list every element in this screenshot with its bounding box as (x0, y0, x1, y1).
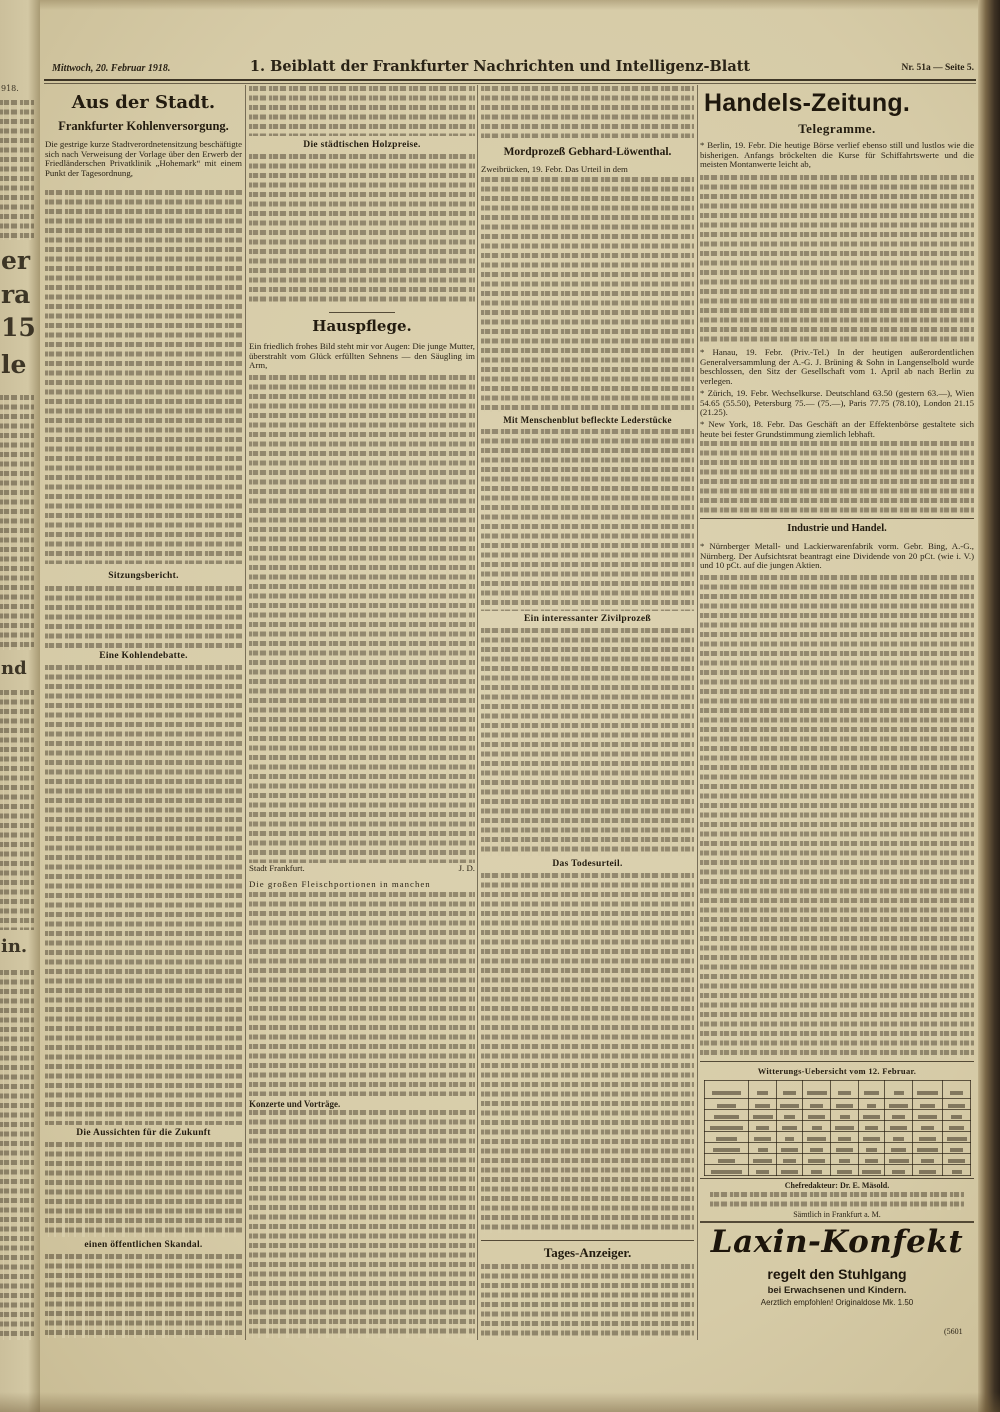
subheading: Die Aussichten für die Zukunft (76, 1128, 211, 1138)
weather-table-cell (831, 1143, 859, 1154)
weather-cell-print (713, 1148, 740, 1152)
subsection-title: Industrie und Handel. (787, 523, 887, 534)
masthead-title: 1. Beiblatt der Frankfurter Nachrichten und Intelligenz-Blatt (249, 58, 751, 75)
article-body-text (249, 892, 475, 1096)
article-separator (481, 1240, 694, 1241)
weather-cell-print (758, 1148, 768, 1152)
weather-table-cell (803, 1154, 831, 1165)
weather-table-cell (777, 1154, 803, 1165)
adjacent-page-fragment: 15 (1, 313, 36, 342)
weather-table-row (705, 1154, 971, 1165)
weather-table-cell (885, 1165, 913, 1176)
subheading: Mit Menschenblut befleckte Lederstücke (503, 415, 672, 425)
weather-cell-print (892, 1170, 905, 1174)
weather-table-cell (859, 1110, 885, 1121)
weather-cell-print (838, 1137, 852, 1141)
article-headline: Frankfurter Kohlenversorgung. (58, 119, 229, 133)
weather-cell-print (782, 1126, 797, 1130)
weather-table-cell (705, 1132, 749, 1143)
weather-table-cell (831, 1132, 859, 1143)
page-number: Nr. 51a — Seite 5. (901, 63, 974, 73)
column-2 (249, 0, 475, 1412)
weather-table-cell (777, 1143, 803, 1154)
weather-cell-print (807, 1091, 827, 1095)
weather-table-row (705, 1132, 971, 1143)
weather-table-cell (943, 1110, 971, 1121)
weather-cell-print (890, 1126, 908, 1130)
column-4 (700, 0, 974, 1412)
weather-table-cell (803, 1132, 831, 1143)
adjacent-page-fragment: er (1, 246, 31, 275)
weather-table-cell (705, 1110, 749, 1121)
weather-table-cell (913, 1143, 943, 1154)
article-body-text (45, 1142, 242, 1237)
weather-table-row (705, 1110, 971, 1121)
column-1 (45, 0, 242, 1412)
column-rule (477, 85, 478, 1340)
weather-table-cell (859, 1081, 885, 1099)
weather-table-cell (803, 1143, 831, 1154)
weather-table-cell (777, 1132, 803, 1143)
weather-table-cell (859, 1121, 885, 1132)
weather-cell-print (810, 1104, 823, 1108)
weather-cell-print (949, 1126, 964, 1130)
weather-cell-print (948, 1159, 964, 1163)
weather-cell-print (783, 1091, 797, 1095)
weather-table-cell (913, 1154, 943, 1165)
weather-table-cell (777, 1081, 803, 1099)
weather-cell-print (865, 1159, 879, 1163)
weather-cell-print (836, 1104, 852, 1108)
article-lead: Die großen Fleischportionen in manchen (249, 879, 431, 889)
article-body-text (481, 873, 694, 1233)
weather-cell-print (755, 1104, 770, 1108)
telegram-item: * Berlin, 19. Febr. Die heutige Börse verlief ebenso still und lustlos wie die bisherigen. Anfangs bröckelten die Kurse für Schiffahrtswerte und die meisten Montanwerte leicht ab, (700, 140, 974, 169)
weather-cell-print (754, 1137, 770, 1141)
adjacent-page-fragment: 918. (1, 84, 19, 93)
weather-cell-print (835, 1126, 854, 1130)
section-title: Aus der Stadt. (71, 92, 216, 113)
weather-cell-print (917, 1148, 939, 1152)
weather-cell-print (894, 1091, 904, 1095)
weather-table-cell (803, 1099, 831, 1110)
article-body-text (45, 190, 242, 564)
weather-cell-print (756, 1170, 770, 1174)
weather-table-cell (705, 1165, 749, 1176)
weather-table-cell (943, 1154, 971, 1165)
weather-cell-print (717, 1104, 735, 1108)
weather-table-cell (831, 1165, 859, 1176)
weather-table-cell (859, 1154, 885, 1165)
subheading: Eine Kohlendebatte. (99, 651, 188, 661)
weather-table-cell (777, 1165, 803, 1176)
article-headline: Hauspflege. (312, 317, 412, 335)
advertisement-audience: bei Erwachsenen und Kindern. (767, 1285, 907, 1296)
weather-table-cell (943, 1132, 971, 1143)
signature-place: Stadt Frankfurt. (249, 863, 305, 873)
weather-table-cell (859, 1099, 885, 1110)
weather-table-cell (943, 1165, 971, 1176)
weather-table-cell (749, 1110, 777, 1121)
weather-table-cell (885, 1110, 913, 1121)
weather-cell-print (757, 1091, 768, 1095)
article-body-text (700, 575, 974, 1058)
weather-table-cell (943, 1121, 971, 1132)
adjacent-page-fragment: le (1, 350, 27, 379)
article-separator (329, 312, 395, 313)
weather-table-cell (885, 1143, 913, 1154)
weather-table-cell (943, 1143, 971, 1154)
weather-cell-print (837, 1170, 852, 1174)
weather-cell-print (840, 1115, 850, 1119)
weather-table-cell (705, 1143, 749, 1154)
weather-cell-print (712, 1091, 741, 1095)
weather-cell-print (866, 1148, 876, 1152)
weather-cell-print (952, 1170, 962, 1174)
weather-cell-print (807, 1137, 826, 1141)
weather-cell-print (918, 1115, 937, 1119)
weather-table-cell (913, 1132, 943, 1143)
article-body-text (45, 665, 242, 1125)
weather-cell-print (919, 1137, 935, 1141)
weather-cell-print (838, 1091, 851, 1095)
weather-table-cell (705, 1121, 749, 1132)
advertisement-note: Aerztlich empfohlen! Originaldose Mk. 1.50 (760, 1298, 914, 1307)
adjacent-page-text (0, 690, 34, 930)
article-body-text (481, 1264, 694, 1338)
adjacent-page-text (0, 970, 34, 1340)
weather-cell-print (864, 1091, 879, 1095)
weather-table-cell (749, 1132, 777, 1143)
weather-cell-print (920, 1104, 935, 1108)
article-body-text (481, 628, 694, 856)
business-item: * Nürnberger Metall- und Lackierwarenfabrik vorm. Gebr. Bing, A.-G., Nürnberg. Der Aufsichtsrat beantragt eine Dividende von 20 pCt. (wie i. V.) und 10 pCt. auf die jungen Aktien. (700, 541, 974, 570)
adjacent-page-text (0, 395, 34, 650)
weather-table-cell (885, 1081, 913, 1099)
weather-cell-print (889, 1104, 908, 1108)
weather-cell-print (921, 1126, 933, 1130)
adjacent-page-text (0, 100, 34, 240)
telegram-item: * New York, 18. Febr. Das Geschäft an der Effektenbörse gestaltete sich heute bei fester Grundstimmung ziemlich lebhaft. (700, 419, 974, 439)
weather-cell-print (710, 1126, 743, 1130)
weather-cell-print (781, 1148, 798, 1152)
credits-location: Sämtlich in Frankfurt a. M. (793, 1210, 881, 1219)
article-body-text (45, 586, 242, 648)
weather-table-cell (749, 1081, 777, 1099)
weather-table-cell (913, 1165, 943, 1176)
weather-table-cell (831, 1110, 859, 1121)
weather-cell-print (784, 1115, 796, 1119)
weather-cell-print (839, 1159, 850, 1163)
subheading: einen öffentlichen Skandal. (84, 1240, 203, 1250)
weather-table-cell (885, 1132, 913, 1143)
article-body-text (700, 441, 974, 513)
article-body-text (249, 86, 475, 136)
weather-table-cell (831, 1154, 859, 1165)
weather-table-cell (913, 1121, 943, 1132)
column-rule (245, 85, 246, 1340)
weather-cell-print (951, 1115, 962, 1119)
article-lead: Ein friedlich frohes Bild steht mir vor Augen: Die junge Mutter, überstrahlt vom Glück erfüllten Sehnens — den Säugling im Arm, (249, 341, 475, 370)
section-title: Handels-Zeitung. (704, 89, 910, 117)
weather-table-cell (749, 1099, 777, 1110)
column-rule (697, 85, 698, 1340)
credits-editor: Chefredakteur: Dr. E. Mäsold. (784, 1181, 890, 1190)
weather-table-cell (831, 1099, 859, 1110)
weather-cell-print (756, 1126, 769, 1130)
weather-table-cell (705, 1081, 749, 1099)
signature-author: J. D. (458, 863, 475, 873)
weather-table-cell (749, 1143, 777, 1154)
weather-table-cell (885, 1154, 913, 1165)
weather-cell-print (836, 1148, 854, 1152)
weather-table-cell (803, 1110, 831, 1121)
article-body-text (249, 1110, 475, 1338)
weather-cell-print (808, 1115, 824, 1119)
adjacent-page-fragment: ra (1, 280, 31, 309)
weather-table-cell (803, 1081, 831, 1099)
weather-cell-print (781, 1170, 797, 1174)
weather-table-row (705, 1099, 971, 1110)
weather-table-cell (749, 1154, 777, 1165)
article-lead: Die gestrige kurze Stadtverordnetensitzung beschäftigte sich nach Verweisung der Vorlage über den Erwerb der Friedländerschen Privatklinik „Hohemark“ mit einem Punkt der Tagesordnung, (45, 139, 242, 178)
weather-cell-print (863, 1115, 880, 1119)
weather-table (704, 1080, 971, 1176)
weather-table-cell (705, 1154, 749, 1165)
weather-cell-print (867, 1104, 876, 1108)
article-body-text (700, 175, 974, 345)
adjacent-page-strip (0, 0, 40, 1412)
run-in-heading: Konzerte und Vorträge. (249, 1099, 341, 1109)
subheading: Das Todesurteil. (552, 859, 623, 869)
weather-table-cell (943, 1081, 971, 1099)
weather-cell-print (919, 1170, 937, 1174)
weather-cell-print (947, 1137, 967, 1141)
weather-table-cell (885, 1099, 913, 1110)
weather-table-cell (885, 1121, 913, 1132)
weather-table-cell (803, 1165, 831, 1176)
weather-table-header-row (705, 1081, 971, 1099)
weather-table-cell (803, 1121, 831, 1132)
column-3 (481, 0, 694, 1412)
weather-cell-print (808, 1159, 826, 1163)
issue-date: Mittwoch, 20. Februar 1918. (52, 63, 171, 74)
weather-table-cell (913, 1081, 943, 1099)
article-body-text (249, 154, 475, 306)
telegram-item: * Zürich, 19. Febr. Wechselkurse. Deutschland 63.50 (gestern 63.—), Wien 54.65 (55.50), Petersburg 75.— (75.—), Paris 77.75 (78.10), London 21.15 (21.25). (700, 388, 974, 417)
weather-cell-print (948, 1104, 966, 1108)
weather-cell-print (780, 1104, 798, 1108)
article-headline: Die städtischen Holzpreise. (303, 140, 421, 150)
article-lead: Zweibrücken, 19. Febr. Das Urteil in dem (481, 164, 628, 174)
weather-cell-print (711, 1170, 742, 1174)
weather-table-cell (777, 1099, 803, 1110)
section-separator (700, 1061, 974, 1062)
article-body-text (481, 429, 694, 611)
weather-cell-print (811, 1170, 822, 1174)
weather-cell-print (893, 1137, 904, 1141)
advertisement-claim: regelt den Stuhlgang (767, 1266, 907, 1282)
weather-table-title: Witterungs-Uebersicht vom 12. Februar. (757, 1066, 917, 1076)
subsection-title: Telegramme. (798, 121, 876, 136)
weather-cell-print (862, 1170, 880, 1174)
article-body-text (481, 177, 694, 412)
adjacent-page-fragment: in. (1, 936, 28, 957)
weather-table-row (705, 1165, 971, 1176)
weather-table-cell (943, 1099, 971, 1110)
weather-table-cell (913, 1099, 943, 1110)
article-body-text (249, 375, 475, 863)
weather-cell-print (889, 1159, 909, 1163)
weather-table-cell (859, 1143, 885, 1154)
article-body-text (481, 86, 694, 138)
weather-cell-print (753, 1159, 772, 1163)
weather-cell-print (783, 1159, 796, 1163)
weather-cell-print (891, 1148, 906, 1152)
weather-cell-print (950, 1091, 964, 1095)
weather-table-row (705, 1121, 971, 1132)
weather-table-cell (859, 1132, 885, 1143)
weather-table-cell (831, 1121, 859, 1132)
weather-cell-print (921, 1159, 935, 1163)
page-binding-edge (978, 0, 1000, 1412)
weather-cell-print (810, 1148, 824, 1152)
article-headline: Tages-Anzeiger. (543, 1245, 632, 1260)
section-separator (700, 518, 974, 519)
subheading: Ein interessanter Zivilprozeß (524, 614, 651, 624)
page-bottom-edge (0, 1392, 1000, 1412)
weather-cell-print (917, 1091, 937, 1095)
weather-cell-print (892, 1115, 906, 1119)
weather-cell-print (863, 1137, 879, 1141)
telegram-item: * Hanau, 19. Febr. (Priv.-Tel.) In der heutigen außerordentlichen Generalversammlung der A.-G. J. Brüning & Sohn in Langenselbold wurde beschlossen, den Sitz der Gesellschaft vom 1. April ab nach Berlin zu verlegen. (700, 347, 974, 386)
weather-cell-print (785, 1137, 794, 1141)
weather-table-cell (777, 1121, 803, 1132)
subheading: Sitzungsbericht. (108, 571, 179, 581)
article-body-text (45, 1254, 242, 1338)
weather-table-cell (705, 1099, 749, 1110)
advertisement-border (700, 1221, 974, 1223)
section-separator (700, 1178, 974, 1179)
article-signature (249, 864, 475, 874)
weather-table-row (705, 1143, 971, 1154)
advertisement-brand: Laxin-Konfekt (710, 1224, 964, 1260)
weather-cell-print (950, 1148, 963, 1152)
weather-table-cell (913, 1110, 943, 1121)
weather-table-cell (749, 1165, 777, 1176)
weather-table-cell (831, 1081, 859, 1099)
weather-table-cell (777, 1110, 803, 1121)
weather-cell-print (718, 1159, 734, 1163)
credits-text (710, 1192, 964, 1210)
weather-cell-print (753, 1115, 773, 1119)
weather-table-cell (749, 1121, 777, 1132)
weather-cell-print (812, 1126, 822, 1130)
weather-cell-print (716, 1137, 737, 1141)
weather-cell-print (714, 1115, 739, 1119)
adjacent-page-fragment: nd (1, 658, 27, 679)
article-headline: Mordprozeß Gebhard-Löwenthal. (503, 146, 672, 158)
weather-table-cell (859, 1165, 885, 1176)
advertisement-code: (5601 (944, 1327, 963, 1336)
weather-cell-print (865, 1126, 878, 1130)
